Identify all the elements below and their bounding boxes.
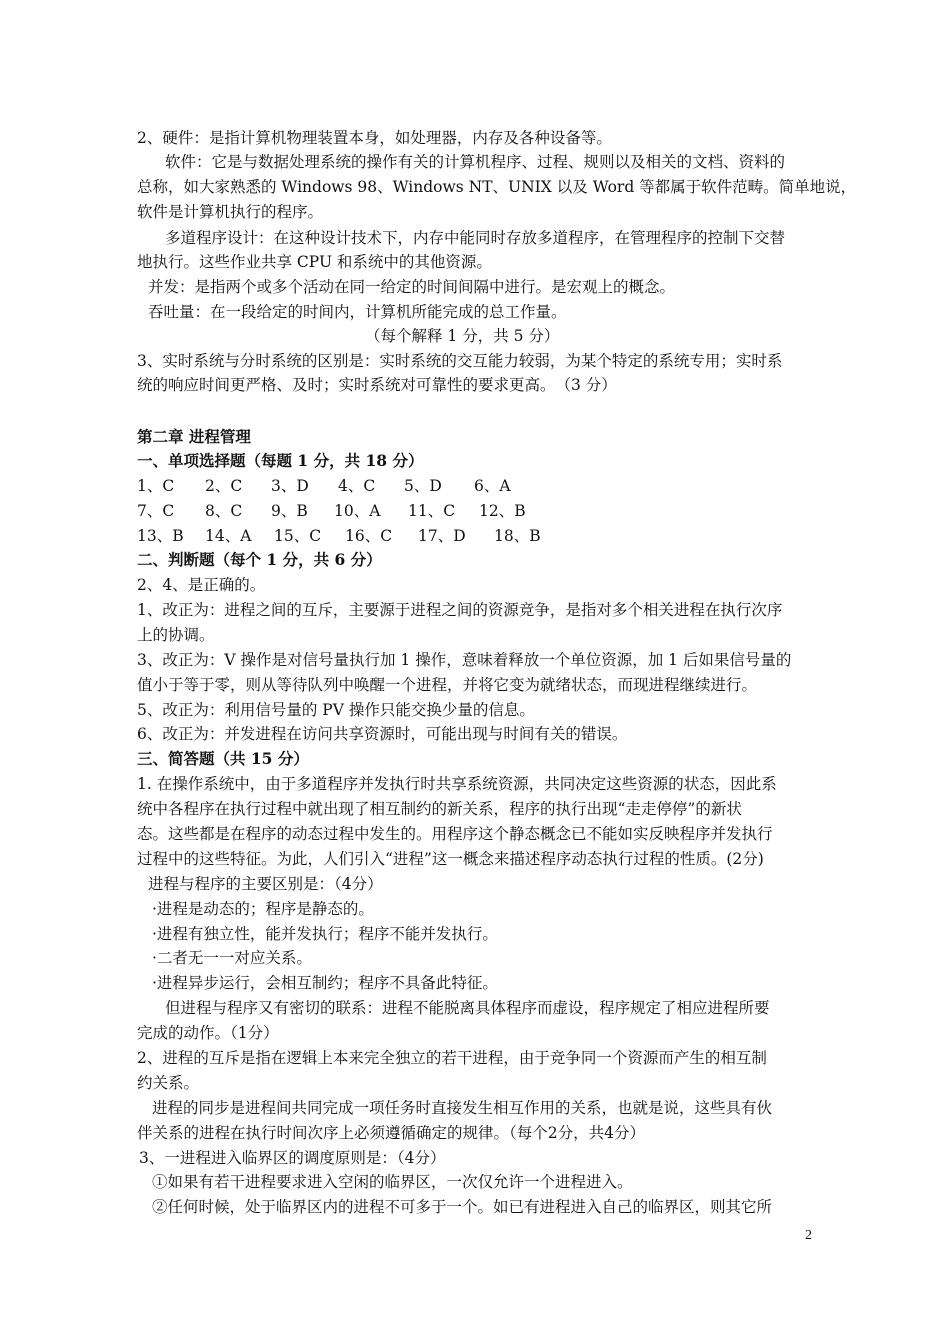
software-definition-line-2: 总称，如大家熟悉的 Windows 98、Windows NT、UNIX 以及 Word 等都属于软件范畴。简单地说， bbox=[137, 178, 857, 196]
answer-item: 15、C bbox=[274, 527, 322, 545]
software-definition-line-3: 软件是计算机执行的程序。 bbox=[137, 203, 324, 221]
short-answer-line: ②任何时候，处于临界区内的进程不可多于一个。如已有进程进入自己的临界区，则其它所 bbox=[152, 1198, 773, 1216]
realtime-line-2: 统的响应时间更严格、及时；实时系统对可靠性的要求更高。 （3 分） bbox=[137, 376, 617, 394]
short-answer-line: 进程与程序的主要区别是：（4分） bbox=[148, 875, 383, 893]
answer-item: 12、B bbox=[479, 502, 526, 520]
score-note: （每个解释 1 分，共 5 分） bbox=[365, 327, 560, 345]
short-answer-bullet: ·进程是动态的；程序是静态的。 bbox=[152, 900, 374, 918]
judge-line: 2、4、是正确的。 bbox=[137, 576, 266, 594]
answer-item: 18、B bbox=[494, 527, 541, 545]
answer-item: 14、A bbox=[205, 527, 252, 545]
throughput-definition: 吞吐量：在一段给定的时间内，计算机所能完成的总工作量。 bbox=[148, 303, 567, 321]
judge-line: 上的协调。 bbox=[137, 626, 215, 644]
short-answer-line: 1. 在操作系统中，由于多道程序并发执行时共享系统资源，共同决定这些资源的状态，因此系 bbox=[137, 775, 777, 793]
judge-line: 1、改正为：进程之间的互斥，主要源于进程之间的资源竞争，是指对多个相关进程在执行次序 bbox=[137, 601, 783, 619]
short-answer-line: 但进程与程序又有密切的联系：进程不能脱离具体程序而虚设，程序规定了相应进程所要 bbox=[165, 999, 770, 1017]
short-answer-line: 进程的同步是进程间共同完成一项任务时直接发生相互作用的关系，也就是说，这些具有伙 bbox=[152, 1099, 773, 1117]
answer-item: 8、C bbox=[205, 502, 243, 520]
short-answer-line: 约关系。 bbox=[137, 1074, 200, 1092]
answer-item: 16、C bbox=[345, 527, 393, 545]
short-answer-line: 3、一进程进入临界区的调度原则是：（4分） bbox=[139, 1149, 446, 1167]
chapter-title: 第二章 进程管理 bbox=[137, 427, 251, 446]
page-number: 2 bbox=[805, 1228, 812, 1243]
answer-item: 9、B bbox=[271, 502, 308, 520]
answer-item: 4、C bbox=[338, 477, 376, 495]
software-definition-line-1: 软件：它是与数据处理系统的操作有关的计算机程序、过程、规则以及相关的文档、资料的 bbox=[165, 153, 786, 171]
judge-line: 值小于等于零，则从等待队列中唤醒一个进程，并将它变为就绪状态，而现进程继续进行。 bbox=[137, 676, 758, 694]
short-answer-line: 统中各程序在执行过程中就出现了相互制约的新关系，程序的执行出现“走走停停”的新状 bbox=[137, 800, 742, 818]
short-answer-line: 过程中的这些特征。为此，人们引入“进程”这一概念来描述程序动态执行过程的性质。(2分) bbox=[137, 850, 764, 868]
judge-line: 3、改正为：V 操作是对信号量执行加 1 操作，意味着释放一个单位资源，加 1 后如果信号量的 bbox=[137, 651, 792, 669]
realtime-line-1: 3、实时系统与分时系统的区别是：实时系统的交互能力较弱，为某个特定的系统专用；实时系 bbox=[137, 352, 783, 370]
judge-line: 6、改正为：并发进程在访问共享资源时，可能出现与时间有关的错误。 bbox=[137, 725, 628, 743]
answer-item: 1、C bbox=[137, 477, 175, 495]
multiprogramming-line-2: 地执行。这些作业共享 CPU 和系统中的其他资源。 bbox=[137, 253, 492, 271]
short-answer-line: 态。这些都是在程序的动态过程中发生的。用程序这个静态概念已不能如实反映程序并发执行 bbox=[137, 825, 773, 843]
concurrency-definition: 并发：是指两个或多个活动在同一给定的时间间隔中进行。是宏观上的概念。 bbox=[148, 278, 676, 296]
short-answer-bullet: ·进程异步运行，会相互制约；程序不具备此特征。 bbox=[152, 974, 498, 992]
short-answer-line: 伴关系的进程在执行时间次序上必须遵循确定的规律。（每个2分，共4分） bbox=[137, 1124, 645, 1142]
answer-item: 6、A bbox=[474, 477, 511, 495]
short-answer-bullet: ·二者无一一对应关系。 bbox=[152, 949, 312, 967]
judge-heading: 二、判断题（每个 1 分，共 6 分） bbox=[137, 550, 382, 569]
short-answer-bullet: ·进程有独立性，能并发执行；程序不能并发执行。 bbox=[152, 925, 498, 943]
answer-item: 2、C bbox=[205, 477, 243, 495]
answer-item: 17、D bbox=[418, 527, 466, 545]
single-choice-heading: 一、单项选择题（每题 1 分，共 18 分） bbox=[137, 451, 424, 470]
short-answer-line: ①如果有若干进程要求进入空闲的临界区，一次仅允许一个进程进入。 bbox=[152, 1173, 633, 1191]
answer-item: 10、A bbox=[334, 502, 381, 520]
hardware-definition: 2、硬件：是指计算机物理装置本身，如处理器，内存及各种设备等。 bbox=[137, 129, 612, 147]
short-answer-line: 完成的动作。（1分） bbox=[137, 1024, 279, 1042]
multiprogramming-line-1: 多道程序设计：在这种设计技术下，内存中能同时存放多道程序，在管理程序的控制下交替 bbox=[165, 229, 786, 247]
answer-item: 3、D bbox=[271, 477, 309, 495]
short-answer-line: 2、进程的互斥是指在逻辑上本来完全独立的若干进程，由于竞争同一个资源而产生的相互制 bbox=[137, 1049, 767, 1067]
answer-item: 7、C bbox=[137, 502, 175, 520]
answer-item: 11、C bbox=[408, 502, 456, 520]
answer-item: 13、B bbox=[137, 527, 184, 545]
judge-line: 5、改正为：利用信号量的 PV 操作只能交换少量的信息。 bbox=[137, 701, 535, 719]
answer-item: 5、D bbox=[404, 477, 442, 495]
short-answer-heading: 三、简答题（共 15 分） bbox=[137, 749, 309, 768]
